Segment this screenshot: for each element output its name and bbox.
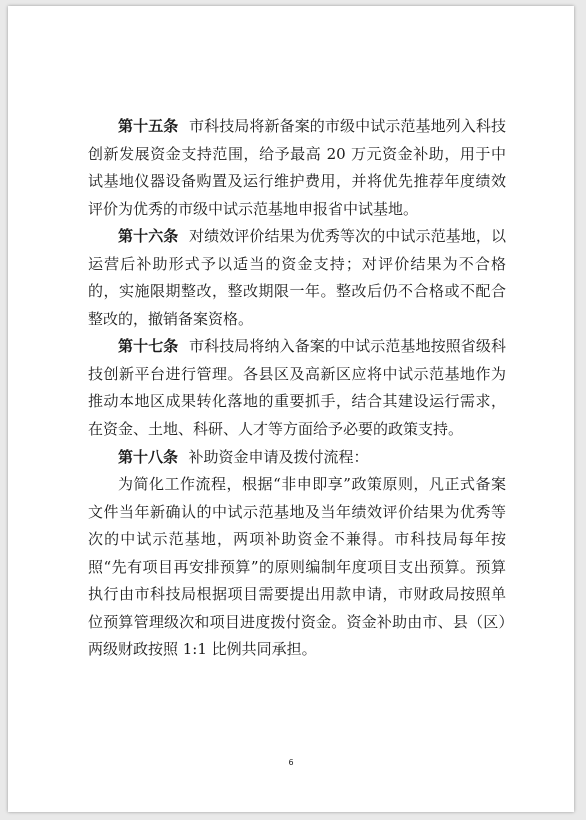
article-number: 第十七条 bbox=[118, 337, 179, 356]
page-number: 6 bbox=[288, 758, 294, 767]
article-number: 第十五条 bbox=[118, 117, 179, 135]
article-18 bbox=[88, 444, 506, 472]
article-number: 第十六条 bbox=[118, 227, 179, 246]
article-text: 补助资金申请及拨付流程： bbox=[188, 447, 369, 466]
article-text: 市科技局将新备案的市级中试示范基地列入科技创新发展资金支持范围，给予最高 20 万元资金补助，用于中试基地仪器设备购置及运行维护费用，并将优先推荐年度绩效评价为优秀的市级中试示范基地申报省中试基地。 bbox=[88, 117, 506, 218]
article-text: 对绩效评价结果为优秀等次的中试示范基地，以运营后补助形式予以适当的资金支持；对评价结果为不合格的，实施限期整改，整改期限一年。整改后仍不合格或不配合整改的，撤销备案资格。 bbox=[88, 227, 506, 328]
procedure-paragraph: 为简化工作流程，根据“非申即享”政策原则，凡正式备案文件当年新确认的中试示范基地及当年绩效评价结果为优秀等次的中试示范基地，两项补助资金不兼得。市科技局每年按照“先有项目再安排预算”的原则编制年度项目支出预算。预算执行由市科技局根据项目需要提出用款申请，市财政局按照单位预算管理级次和项目进度拨付资金。资金补助由市、县（区）两级财政按照 1:1 比例共同承担。 bbox=[88, 475, 506, 659]
document-page bbox=[8, 6, 574, 812]
article-text: 市科技局将纳入备案的中试示范基地按照省级科技创新平台进行管理。各县区及高新区应将中试示范基地作为推动本地区成果转化落地的重要抓手，结合其建设运行需求，在资金、土地、科研、人才等方面给予必要的政策支持。 bbox=[88, 337, 506, 439]
article-17 bbox=[88, 333, 506, 443]
article-16 bbox=[88, 223, 506, 333]
document-body bbox=[88, 113, 506, 664]
article-15 bbox=[88, 113, 506, 223]
article-number: 第十八条 bbox=[118, 447, 179, 466]
